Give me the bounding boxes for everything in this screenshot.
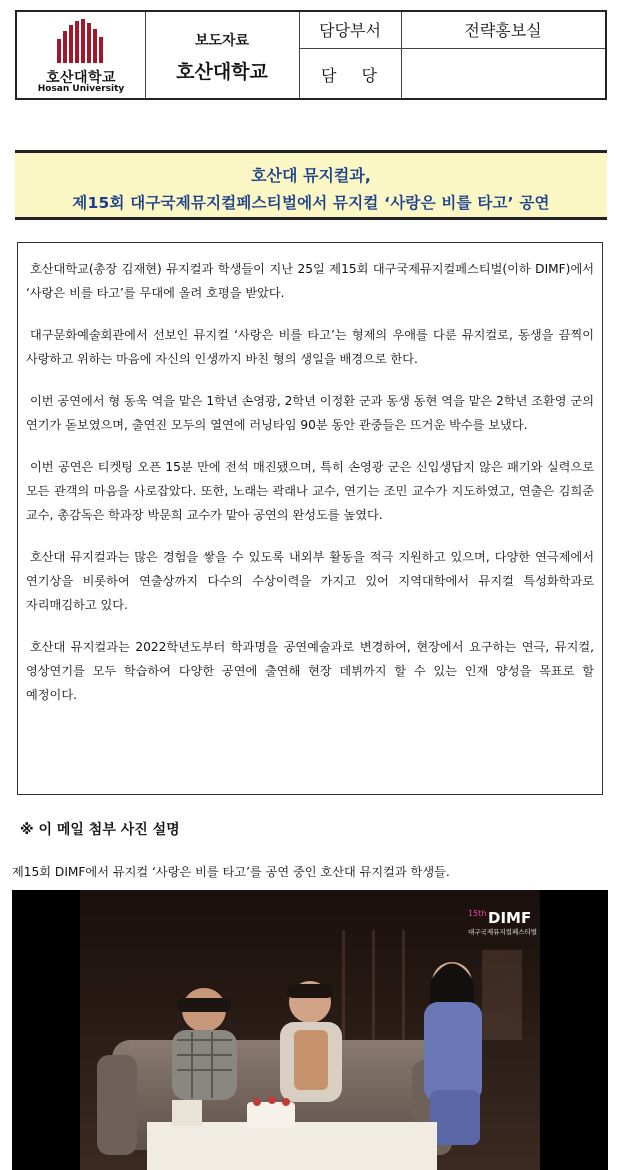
festival-logo-top: 15th — [468, 909, 487, 918]
article-body — [17, 242, 603, 795]
article-paragraph: 이번 공연은 티켓팅 오픈 15분 만에 전석 매진됐으며, 특히 손영광 군은 신입생답지 않은 패기와 실력으로 모든 관객의 마음을 사로잡았다. 또한, 노래는 곽래나 교수, 연기는 조민 교수가 지도하였고, 연출은 김희준 교수, 총감독은 학과장 박문희 교수가 맡아 공연의 완성도를 높였다. — [26, 460, 594, 522]
article-paragraph: 이번 공연에서 형 동욱 역을 맡은 1학년 손영광, 2학년 이정환 군과 동생 동현 역을 맡은 2학년 조환영 군의 연기가 돋보였으며, 출연진 모두의 열연에 러닝타임 90분 동안 관중들은 뜨거운 박수를 보냈다. — [26, 394, 594, 432]
logo-english-name: Hosan University — [37, 84, 125, 94]
divider — [299, 48, 605, 49]
person-in-charge-label: 담 당 — [321, 66, 387, 85]
headline-line-2: 제15회 대구국제뮤지컬페스티벌에서 뮤지컬 ‘사랑은 비를 타고’ 공연 — [72, 194, 550, 212]
department-value: 전략홍보실 — [464, 21, 542, 40]
header-table — [15, 10, 607, 100]
article-paragraph: 대구문화예술회관에서 선보인 뮤지컬 ‘사랑은 비를 타고’는 형제의 우애를 다룬 뮤지컬로, 동생을 끔찍이 사랑하고 위하는 마음에 자신의 인생까지 바친 형의 생일을 배경으로 한다. — [26, 328, 594, 366]
performance-photo — [12, 890, 608, 1170]
attachment-heading: ※ 이 메일 첨부 사진 설명 — [20, 822, 180, 838]
logo-korean-name: 호산대학교 — [45, 70, 117, 86]
logo-block — [17, 12, 145, 98]
article-paragraph: 호산대 뮤지컬과는 많은 경험을 쌓을 수 있도록 내외부 활동을 적극 지원하고 있으며, 다양한 연극제에서 연기상을 비롯하여 연출상까지 다수의 수상이력을 가지고 있어 지역대학에서 뮤지컬 특성화학과로 자리매김하고 있다. — [26, 550, 594, 612]
article-paragraph: 호산대학교(총장 김재현) 뮤지컬과 학생들이 지난 25일 제15회 대구국제뮤지컬페스티벌(이하 DIMF)에서 ‘사랑은 비를 타고’를 무대에 올려 호평을 받았다. — [26, 262, 594, 300]
article-paragraph: 호산대 뮤지컬과는 2022학년도부터 학과명을 공연예술과로 변경하여, 현장에서 요구하는 연극, 뮤지컬, 영상연기를 모두 학습하여 다양한 공연에 출연해 현장 데뷔까지 할 수 있는 인재 양성을 목표로 할 예정이다. — [26, 640, 594, 702]
divider — [145, 12, 146, 98]
photo-caption: 제15회 DIMF에서 뮤지컬 ‘사랑은 비를 타고’를 공연 중인 호산대 뮤지컬과 학생들. — [12, 865, 450, 879]
university-name: 호산대학교 — [176, 61, 268, 83]
university-emblem-icon — [55, 19, 107, 65]
press-release-label: 보도자료 — [194, 33, 250, 49]
department-label: 담당부서 — [319, 21, 381, 40]
festival-logo-main: DIMF — [488, 909, 532, 927]
title-banner — [15, 150, 607, 220]
headline-line-1: 호산대 뮤지컬과, — [251, 166, 371, 185]
festival-logo-sub: 대구국제뮤지컬페스티벌 — [468, 928, 538, 936]
